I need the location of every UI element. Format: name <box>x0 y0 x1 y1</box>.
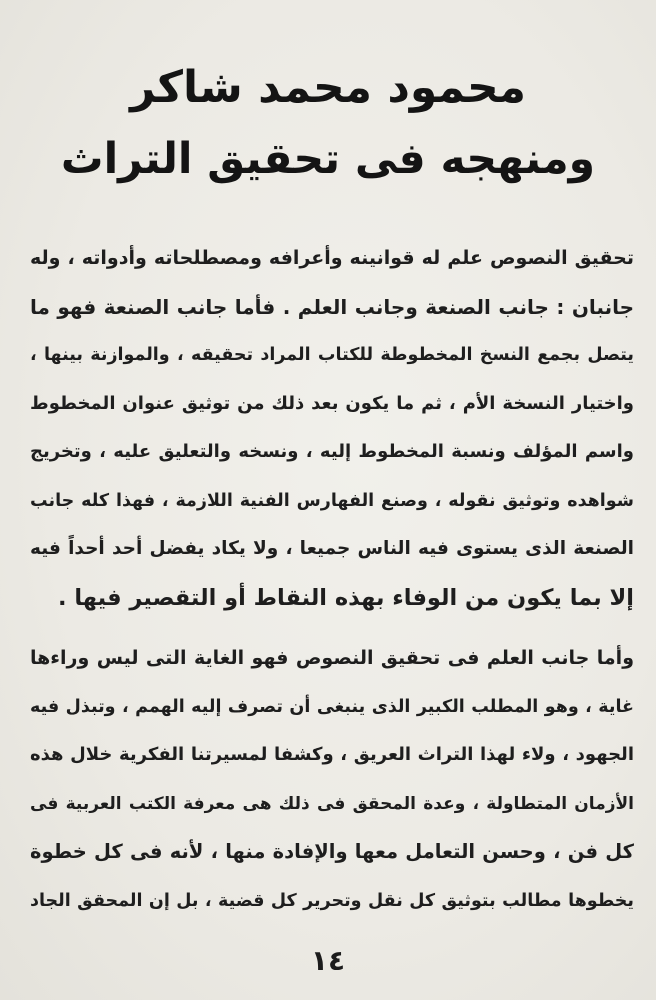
text-line: واختيار النسخة الأم ، ثم ما يكون بعد ذلك من توثيق عنوان المخطوط <box>30 392 634 414</box>
text-line: تحقيق النصوص علم له قوانينه وأعرافه ومصطلحاته وأدواته ، وله <box>30 247 634 269</box>
chapter-title-line-1: محمود محمد شاكر <box>130 62 526 113</box>
text-line: غاية ، وهو المطلب الكبير الذى ينبغى أن تصرف إليه الهمم ، وتبذل فيه <box>30 696 634 717</box>
paragraph-1 <box>30 234 634 622</box>
text-line: إلا بما يكون من الوفاء بهذه النقاط أو التقصير فيها . <box>57 584 634 611</box>
text-line: كل فن ، وحسن التعامل معها والإفادة منها ، لأنه فى كل خطوة <box>30 840 634 863</box>
paragraph-spacer <box>30 622 634 634</box>
text-line: الجهود ، ولاء لهذا التراث العريق ، وكشفا لمسيرتنا الفكرية خلال هذه <box>30 744 634 765</box>
chapter-title <box>60 52 596 196</box>
body-text <box>30 234 634 925</box>
paragraph-2 <box>30 634 634 925</box>
text-line: يخطوها مطالب بتوثيق كل نقل وتحرير كل قضية ، بل إن المحقق الجاد <box>30 890 634 911</box>
text-line: وأما جانب العلم فى تحقيق النصوص فهو الغاية التى ليس وراءها <box>30 647 634 669</box>
chapter-title-line-2: ومنهجه فى تحقيق التراث <box>60 135 596 184</box>
text-line: يتصل بجمع النسخ المخطوطة للكتاب المراد تحقيقه ، والموازنة بينها ، <box>30 345 634 365</box>
text-line: واسم المؤلف ونسبة المخطوط إليه ، ونسخه والتعليق عليه ، وتخريج <box>30 441 634 462</box>
text-line: الأزمان المتطاولة ، وعدة المحقق فى ذلك هى معرفة الكتب العربية فى <box>30 793 634 814</box>
page-number: ١٤ <box>310 944 346 977</box>
text-line: الصنعة الذى يستوى فيه الناس جميعا ، ولا يكاد يفضل أحد أحداً فيه <box>30 538 634 559</box>
text-line: جانبان : جانب الصنعة وجانب العلم . فأما جانب الصنعة فهو ما <box>30 294 634 319</box>
text-line: شواهده وتوثيق نقوله ، وصنع الفهارس الفنية اللازمة ، فهذا كله جانب <box>30 490 634 511</box>
